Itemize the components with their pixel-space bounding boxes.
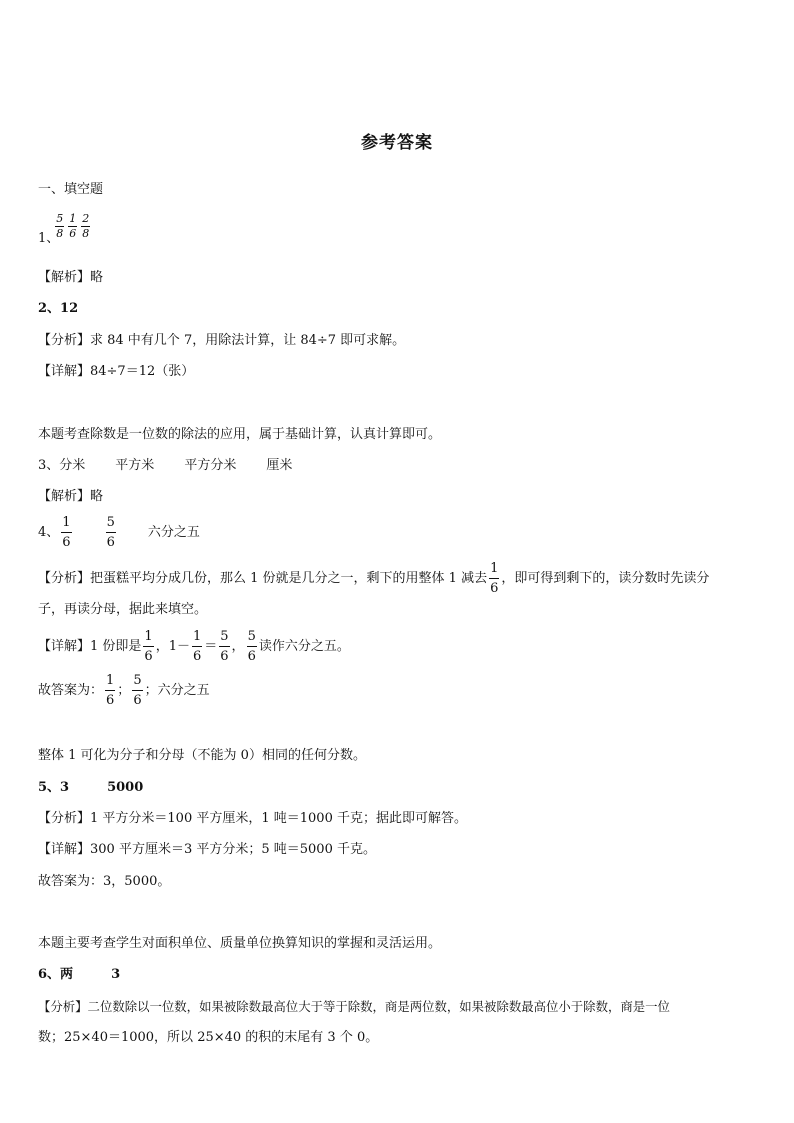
q2-answer: 2、12	[38, 301, 79, 316]
q4-analysis-fraction: $\frac{1}{6}$	[490, 561, 499, 596]
page-title: 参考答案	[361, 133, 433, 153]
q3-item-3: 平方分米	[184, 458, 237, 473]
q1-answer-line	[38, 212, 92, 249]
q5-item-1: 3	[60, 780, 70, 795]
q4-detail-part-b: ，1－	[155, 639, 190, 654]
q4-number: 4、	[38, 525, 60, 540]
q5-comment: 本题主要考查学生对面积单位、质量单位换算知识的掌握和灵活运用。	[38, 936, 442, 951]
q4-answer-fraction-1: $\frac{1}{6}$	[106, 673, 115, 708]
q6-analysis-line2: 数；25×40＝1000，所以 25×40 的积的末尾有 3 个 0。	[38, 1030, 379, 1045]
q3-number: 3、	[38, 458, 60, 473]
q1-number: 1、	[38, 231, 60, 246]
q4-analysis-part-b: ，即可得到剩下的，读分数时先读分	[501, 571, 710, 586]
q2-analysis: 【分析】求 84 中有几个 7，用除法计算，让 84÷7 即可求解。	[38, 333, 406, 348]
section-heading: 一、填空题	[38, 182, 104, 197]
q5-answer-line	[38, 778, 143, 798]
q6-answer-line	[38, 965, 120, 985]
q4-analysis-part-a: 【分析】把蛋糕平均分成几份，那么 1 份就是几分之一，剩下的用整体 1 减去	[38, 571, 488, 586]
q4-detail-part-d: ，	[231, 639, 245, 654]
q4-fraction-1: $\frac{1}{6}$	[62, 515, 71, 550]
q6-item-2: 3	[111, 967, 121, 982]
q2-detail: 【详解】84÷7＝12（张）	[38, 364, 195, 379]
q4-detail-part-e: 读作六分之五。	[258, 639, 350, 654]
q1-fraction-3: $\frac{2}{8}$	[82, 212, 90, 240]
q4-analysis	[38, 559, 709, 598]
q1-fraction-1: $\frac{5}{8}$	[56, 212, 64, 240]
q3-item-2: 平方米	[115, 458, 155, 473]
q3-answer-line	[38, 456, 292, 476]
q4-final-answer	[38, 671, 210, 710]
q5-final-answer: 故答案为：3，5000。	[38, 874, 171, 889]
q4-answer-part-c: ；六分之五	[144, 683, 210, 698]
q4-detail	[38, 627, 350, 666]
q5-detail: 【详解】300 平方厘米＝3 平方分米；5 吨＝5000 千克。	[38, 842, 376, 857]
q4-detail-fraction-2: $\frac{1}{6}$	[192, 629, 202, 664]
q4-answer-fraction-2: $\frac{5}{6}$	[133, 673, 142, 708]
q4-answer-part-a: 故答案为：	[38, 683, 104, 698]
q4-detail-part-a: 【详解】1 份即是	[38, 639, 142, 654]
q2-comment: 本题考查除数是一位数的除法的应用，属于基础计算，认真计算即可。	[38, 427, 442, 442]
q4-detail-part-c: ＝	[204, 639, 218, 654]
q4-answer-line	[38, 513, 200, 552]
q6-number: 6、	[38, 967, 61, 982]
q5-number: 5、	[38, 780, 61, 795]
q3-item-1: 分米	[59, 458, 86, 473]
q3-analysis: 【解析】略	[38, 489, 104, 504]
q5-analysis: 【分析】1 平方分米＝100 平方厘米，1 吨＝1000 千克；据此即可解答。	[38, 811, 467, 826]
q1-fraction-2: $\frac{1}{6}$	[69, 212, 77, 240]
q4-fraction-2: $\frac{5}{6}$	[106, 515, 115, 550]
q4-comment: 整体 1 可化为分子和分母（不能为 0）相同的任何分数。	[38, 748, 366, 763]
q4-detail-fraction-4: $\frac{5}{6}$	[247, 629, 256, 664]
q3-item-4: 厘米	[266, 458, 293, 473]
q4-detail-fraction-1: $\frac{1}{6}$	[144, 629, 153, 664]
q6-analysis-line1: 【分析】二位数除以一位数，如果被除数最高位大于等于除数，商是两位数，如果被除数最高位小于除数，商是一位	[38, 999, 670, 1014]
q4-detail-fraction-3: $\frac{5}{6}$	[220, 629, 229, 664]
q4-answer-part-b: ；	[117, 683, 131, 698]
q5-item-2: 5000	[107, 780, 144, 795]
q6-item-1: 两	[60, 967, 74, 982]
q1-analysis: 【解析】略	[38, 270, 104, 285]
q4-analysis-line2: 子，再读分母，据此来填空。	[38, 602, 208, 617]
q4-text-answer: 六分之五	[147, 525, 200, 540]
